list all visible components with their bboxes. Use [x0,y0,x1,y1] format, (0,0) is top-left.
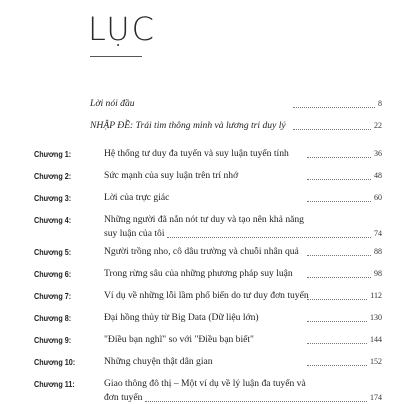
toc-page-number: 8 [378,99,382,108]
chapter-label: Chương 10: [34,357,76,367]
toc-page-number: 60 [374,193,382,202]
dot-leader [307,277,371,278]
toc-page-number: 152 [370,357,382,366]
toc-page-number: 98 [374,269,382,278]
chapter-title: Những chuyện thật dân gian [104,356,213,367]
chapter-label: Chương 6: [34,269,72,279]
toc-page-number: 88 [374,247,382,256]
chapter-label: Chương 5: [34,247,72,257]
toc-entry-title: Lời nói đầu [90,98,135,109]
dot-leader [307,201,371,202]
toc-page-number: 74 [374,229,382,238]
dot-leader [145,401,367,402]
chapter-label: Chương 2: [34,171,72,181]
toc-page-number: 112 [370,291,382,300]
chapter-title: Giao thông đô thị – Một ví dụ về lý luận đa tuyến và [104,378,306,389]
toc-page-number: 174 [370,393,382,402]
chapter-label: Chương 9: [34,335,72,345]
toc-page-number: 130 [370,313,382,322]
chapter-title: Lời của trực giác [104,192,170,203]
dot-leader [307,321,367,322]
dot-leader [307,255,371,256]
dot-leader [307,157,371,158]
chapter-label: Chương 4: [34,215,72,225]
chapter-title: Đại hồng thủy từ Big Data (Dữ liệu lớn) [104,312,259,323]
chapter-title-continued: suy luận của tôi [104,228,165,239]
chapter-title: Hệ thống tư duy đa tuyến và suy luận tuyến tính [104,148,289,159]
toc-page-number: 22 [374,121,382,130]
toc-entry-title: NHẬP ĐỀ: Trái tim thông minh và lương tri duy lý [90,120,286,131]
chapter-label: Chương 11: [34,379,75,389]
dot-leader [307,179,371,180]
chapter-title: Trong rừng sâu của những phương pháp suy luận [104,268,293,279]
toc-page-number: 144 [370,335,382,344]
chapter-label: Chương 7: [34,291,72,301]
chapter-title-continued: đơn tuyến [104,392,143,403]
toc-page-number: 36 [374,149,382,158]
chapter-title: Ví dụ về những lỗi lầm phổ biến do tư duy đơn tuyến [104,290,309,301]
chapter-title: Người trồng nho, cô dâu trường và chuỗi nhân quả [104,246,299,257]
chapter-title: Những người đã nắn nót tư duy và tạo nên khả năng [104,214,304,225]
dot-leader [307,343,367,344]
page-title: LỤC [88,10,156,48]
dot-leader [167,237,371,238]
dot-leader [307,299,367,300]
chapter-title: Sức mạnh của suy luận trên trí nhớ [104,170,239,181]
title-underline [90,56,142,57]
chapter-label: Chương 1: [34,149,72,159]
dot-leader [293,107,375,108]
dot-leader [293,129,371,130]
dot-leader [307,365,367,366]
toc-page-number: 48 [374,171,382,180]
chapter-label: Chương 3: [34,193,72,203]
chapter-label: Chương 8: [34,313,72,323]
chapter-title: "Điều bạn nghĩ" so với "Điều bạn biết" [104,334,254,345]
